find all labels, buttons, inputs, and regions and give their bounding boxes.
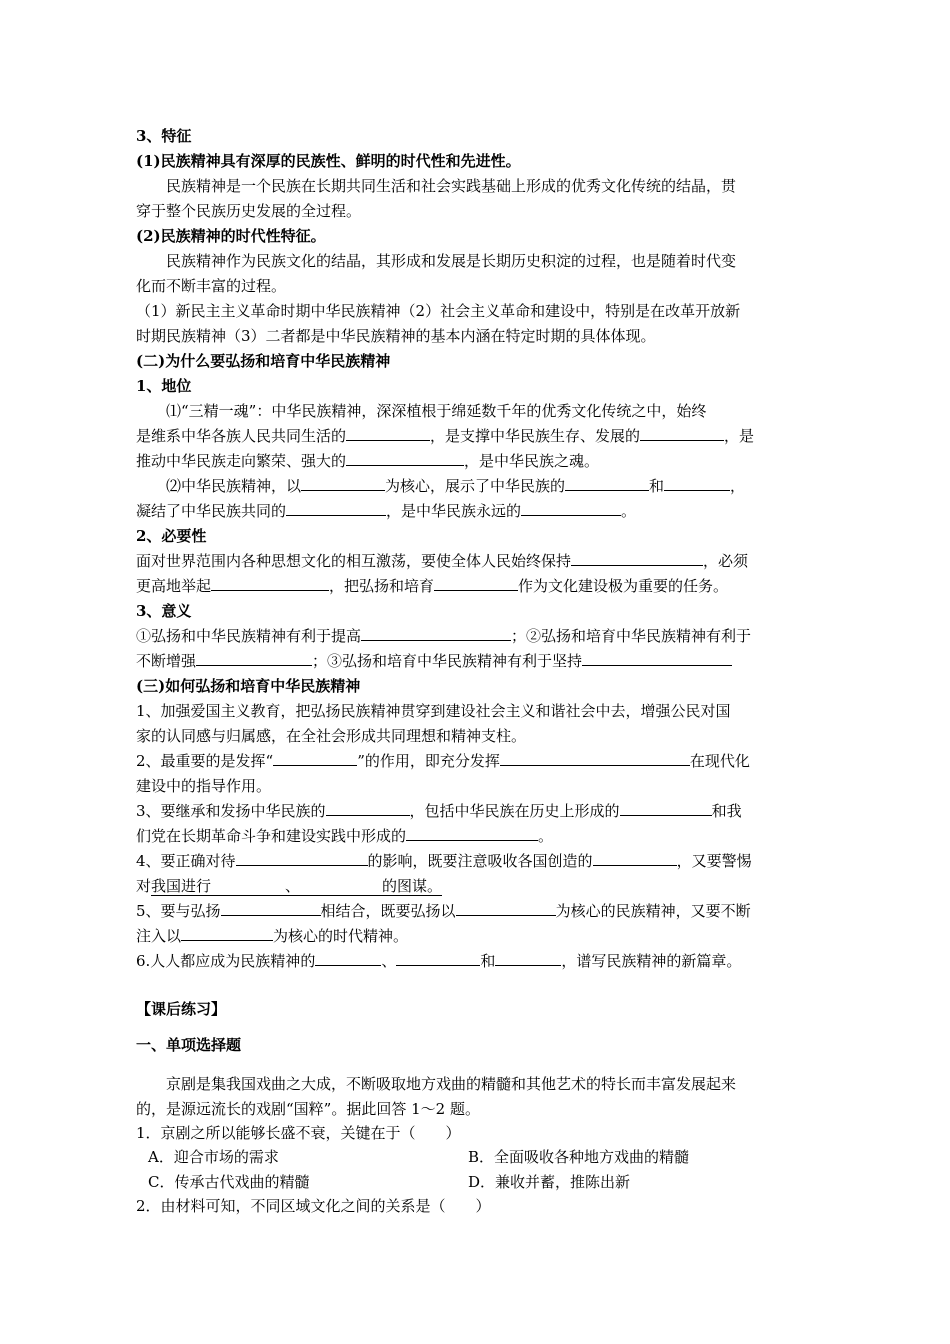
text-span: 5、要与弘扬: [136, 902, 221, 920]
text-span: 为核心的民族精神，又要不断: [555, 902, 751, 920]
paragraph-line: 1、加强爱国主义教育，把弘扬民族精神贯穿到建设社会主义和谐社会中去，增强公民对国: [136, 702, 731, 720]
text-span: 为核心的时代精神。: [273, 927, 409, 945]
answer-blank[interactable]: [301, 474, 385, 491]
text-span: ，是中华民族永远的: [386, 502, 522, 520]
answer-blank[interactable]: [456, 899, 556, 916]
paragraph-line: 京剧是集我国戏曲之大成，不断吸取地方戏曲的精髓和其他艺术的特长而丰富发展起来: [166, 1075, 737, 1093]
answer-blank[interactable]: [196, 649, 312, 666]
text-span: 更高地举起: [136, 577, 212, 595]
underlined-text: [151, 877, 442, 896]
text-span: ⑵中华民族精神，以: [166, 477, 302, 495]
answer-blank[interactable]: [406, 824, 538, 841]
text-span: 。: [538, 827, 554, 845]
text-span: 6.人人都应成为民族精神的: [136, 952, 316, 970]
answer-blank[interactable]: [211, 574, 329, 591]
paragraph-line: 家的认同感与归属感，在全社会形成共同理想和精神支柱。: [136, 727, 527, 745]
part-heading: (二)为什么要弘扬和培育中华民族精神: [136, 352, 391, 370]
paragraph-line: 化而不断丰富的过程。: [136, 277, 287, 295]
option-d[interactable]: D．兼收并蓄，推陈出新: [468, 1173, 631, 1191]
answer-blank[interactable]: [286, 499, 386, 516]
text-span: 和: [649, 477, 665, 495]
question-section-heading: 一、单项选择题: [136, 1036, 242, 1054]
fill-in-line: [136, 849, 816, 873]
text-span: ，必须: [703, 552, 749, 570]
fill-in-line: [136, 949, 816, 973]
option-b[interactable]: B．全面吸收各种地方戏曲的精髓: [468, 1148, 690, 1166]
text-span: ，是支撑中华民族生存、发展的: [430, 427, 641, 445]
answer-blank[interactable]: [571, 549, 703, 566]
text-span: 注入以: [136, 927, 182, 945]
fill-in-line: [136, 499, 816, 523]
fill-in-line: [136, 624, 816, 648]
fill-in-line: [136, 824, 816, 848]
text-span: ，又要警惕: [676, 852, 752, 870]
answer-blank[interactable]: [582, 649, 732, 666]
answer-blank[interactable]: [664, 474, 730, 491]
answer-blank[interactable]: [346, 449, 464, 466]
fill-in-line: [136, 924, 816, 948]
text-span: 、: [285, 877, 301, 895]
text-span: 凝结了中华民族共同的: [136, 502, 287, 520]
paragraph-line: （1）新民主主义革命时期中华民族精神（2）社会主义革命和建设中，特别是在改革开放新: [136, 302, 741, 320]
text-span: 的图谋。: [382, 877, 443, 895]
text-span: 的影响，既要注意吸收各国创造的: [367, 852, 593, 870]
text-span: 们党在长期革命斗争和建设实践中形成的: [136, 827, 407, 845]
text-span: 3、要继承和发扬中华民族的: [136, 802, 326, 820]
answer-blank[interactable]: [565, 474, 649, 491]
paragraph-line: 穿于整个民族历史发展的全过程。: [136, 202, 362, 220]
text-span: 4、要正确对待: [136, 852, 236, 870]
subheading: (2)民族精神的时代性特征。: [136, 227, 326, 245]
fill-in-line: [136, 574, 816, 598]
answer-blank[interactable]: [315, 949, 381, 966]
answer-blank[interactable]: [500, 749, 690, 766]
text-span: ①弘扬和中华民族精神有利于提高: [136, 627, 362, 645]
answer-blank[interactable]: [361, 624, 511, 641]
text-span: 2、最重要的是发挥“: [136, 752, 274, 770]
option-a[interactable]: A．迎合市场的需求: [148, 1148, 279, 1166]
paragraph-line: 时期民族精神（3）二者都是中华民族精神的基本内涵在特定时期的具体体现。: [136, 327, 656, 345]
text-span: 是维系中华各族人民共同生活的: [136, 427, 347, 445]
text-span: 。: [621, 502, 637, 520]
section-heading: 3、特征: [136, 127, 192, 145]
section-heading: 3、意义: [136, 602, 192, 620]
answer-blank[interactable]: [434, 574, 518, 591]
fill-in-line: [136, 649, 816, 673]
text-span: 和我: [711, 802, 742, 820]
text-span: 面对世界范围内各种思想文化的相互激荡，要使全体人民始终保持: [136, 552, 572, 570]
answer-blank[interactable]: [273, 749, 357, 766]
answer-blank[interactable]: [326, 799, 410, 816]
answer-blank[interactable]: [495, 949, 561, 966]
answer-blank[interactable]: [521, 499, 621, 516]
text-span: ，是中华民族之魂。: [464, 452, 600, 470]
paragraph-line: 民族精神是一个民族在长期共同生活和社会实践基础上形成的优秀文化传统的结晶，贯: [166, 177, 737, 195]
paragraph-line: 的，是源远流长的戏剧“国粹”。据此回答 1～2 题。: [136, 1100, 480, 1118]
text-span: 、: [381, 952, 397, 970]
text-span: ；②弘扬和培育中华民族精神有利于: [511, 627, 752, 645]
question-text: 2．由材料可知，不同区域文化之间的关系是（ ）: [136, 1197, 491, 1215]
text-span: 相结合，既要弘扬以: [320, 902, 456, 920]
text-span: ”的作用，即充分发挥: [357, 752, 500, 770]
option-c[interactable]: C．传承古代戏曲的精髓: [148, 1173, 310, 1191]
answer-blank[interactable]: [640, 424, 724, 441]
answer-blank[interactable]: [236, 849, 368, 866]
fill-in-line: [136, 799, 816, 823]
paragraph-line: 建设中的指导作用。: [136, 777, 272, 795]
text-span: 在现代化: [689, 752, 750, 770]
fill-in-line: [136, 549, 816, 573]
subheading: (1)民族精神具有深厚的民族性、鲜明的时代性和先进性。: [136, 152, 521, 170]
exercise-heading: 【课后练习】: [136, 1000, 227, 1018]
question-text: 1．京剧之所以能够长盛不衰，关键在于（ ）: [136, 1124, 461, 1142]
text-span: 不断增强: [136, 652, 197, 670]
fill-in-line: [136, 449, 816, 473]
paragraph-line: 民族精神作为民族文化的结晶，其形成和发展是长期历史积淀的过程，也是随着时代变: [166, 252, 737, 270]
text-span: 和: [480, 952, 496, 970]
answer-blank[interactable]: [181, 924, 273, 941]
text-span: 为核心，展示了中华民族的: [385, 477, 566, 495]
section-heading: 2、必要性: [136, 527, 207, 545]
text-span: ；③弘扬和培育中华民族精神有利于坚持: [312, 652, 583, 670]
text-span: 作为文化建设极为重要的任务。: [518, 577, 729, 595]
part-heading: (三)如何弘扬和培育中华民族精神: [136, 677, 361, 695]
answer-blank[interactable]: [221, 899, 321, 916]
fill-in-line: [136, 424, 816, 448]
text-span: ，是: [724, 427, 755, 445]
answer-blank[interactable]: [593, 849, 677, 866]
text-span: ，: [730, 477, 746, 495]
text-span: ，把弘扬和培育: [329, 577, 435, 595]
section-heading: 1、地位: [136, 377, 192, 395]
answer-blank[interactable]: [620, 799, 712, 816]
paragraph-line: ⑴“三精一魂”：中华民族精神，深深植根于绵延数千年的优秀文化传统之中，始终: [166, 402, 707, 420]
fill-in-line: [136, 874, 816, 898]
fill-in-line: [136, 749, 816, 773]
fill-in-line: [136, 474, 816, 498]
fill-in-line: [136, 899, 816, 923]
text-span: 对: [136, 877, 152, 895]
text-span: 推动中华民族走向繁荣、强大的: [136, 452, 347, 470]
text-span: ，谱写民族精神的新篇章。: [561, 952, 742, 970]
answer-blank[interactable]: [396, 949, 480, 966]
text-span: 我国进行: [151, 877, 212, 895]
answer-blank[interactable]: [346, 424, 430, 441]
text-span: ，包括中华民族在历史上形成的: [409, 802, 620, 820]
